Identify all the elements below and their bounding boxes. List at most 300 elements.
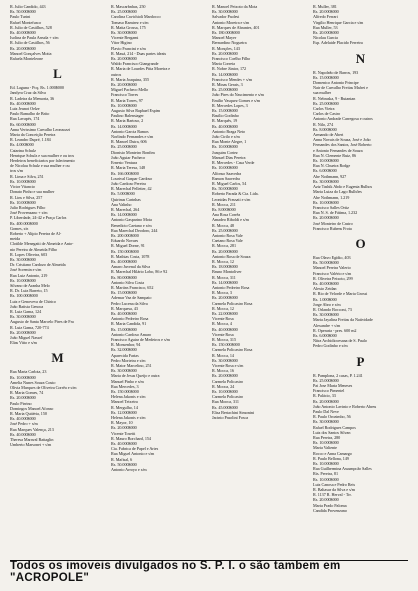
listing-line: Catarina Schulz	[10, 147, 36, 153]
listing-line: Joaquim Cortez	[212, 149, 238, 155]
listing-line: Theresa Maraval Battaglin	[10, 437, 54, 443]
listing-line: Maria Prado Paloma	[313, 502, 347, 508]
listing-line: R. Marechal Hilário Lobo, 86 e 92	[111, 269, 168, 275]
listing-line: João Cirilo e s/m	[212, 134, 240, 140]
listing-line: Caetano Rosa Vale	[212, 238, 243, 244]
listing-line: Rs. 30.000$000	[313, 178, 339, 184]
listing-line: Jorge Abro e s/m	[313, 301, 341, 307]
listing-line: Basilio Godinho	[212, 113, 239, 119]
listing-line: P. Liberdade, 24-42 e Praça Carlos	[10, 215, 67, 221]
listing-line: Augusto Silva Raphael Espim	[111, 108, 161, 114]
listing-line: R. Marques de Abrantes, 401	[212, 24, 260, 30]
listing-line: Rs. 30.000$000	[313, 312, 339, 318]
listing-line: R. Mocca, 211	[212, 201, 236, 207]
listing-line: Aparecida Farias	[111, 352, 139, 358]
listing-line: Emilio Vasquez Gomes e s/m	[212, 97, 260, 103]
listing-line: Silvano de Aranha Melo	[10, 282, 50, 288]
listing-line: Francisco Pimentel	[313, 388, 345, 394]
listing-line: R. Mooca, 24	[212, 383, 235, 389]
listing-line: Rs. 20.000$000	[313, 398, 339, 404]
listing-line: Tomaso Ramirez e s/m	[111, 19, 149, 25]
listing-line: Antonio Silva Costa	[111, 279, 145, 285]
listing-line: sua mulher	[313, 90, 331, 96]
listing-line: Luiz e Genoveva de Chirico	[10, 298, 56, 304]
listing-line: tros s/m	[10, 168, 23, 174]
listing-line: Paulo Dal Neve	[313, 409, 339, 414]
listing-line: Rs. 22.000$000	[212, 310, 238, 316]
listing-line: Antonio Pedreiro Rosa	[212, 284, 250, 290]
listing-line: Ana Rosa Corrêa	[212, 212, 241, 218]
listing-line: R. Maria Torres, 97	[111, 97, 143, 103]
listing-line: outros	[111, 71, 122, 77]
listing-line: Rs. 10.000$000	[10, 374, 36, 380]
listing-line: Rs. 4.000$000	[10, 142, 34, 148]
listing-line: Rs. 80.000$000	[111, 274, 137, 280]
listing-line: Rs. 20.000$000	[313, 497, 339, 503]
listing-line: João Cardozo Pereira	[111, 180, 146, 186]
listing-line: Antonio Moreira e s/m	[212, 19, 250, 25]
listing-line: Abe Nothmann, 1.219	[313, 194, 350, 200]
listing-line: Ed. Laguna - Pcq. Rs. 1.000$000	[10, 85, 64, 91]
listing-line: Ris. Pereira, 81	[313, 471, 339, 477]
listing-line: Manuel Pinho e s/m	[111, 378, 144, 384]
listing-line: Maria de Jesus Queijo e outra	[111, 373, 160, 379]
column-1	[10, 4, 105, 560]
listing-line: R. Mercedes - Casa Verde	[212, 160, 255, 166]
listing-line: Gomes, s/n	[10, 225, 29, 231]
listing-line: R. Martins Francisco, 652	[111, 284, 154, 290]
listing-line: Rua N. Clemente Ruiz, 86	[313, 152, 356, 158]
listing-line: Rafael Montefusco	[10, 19, 42, 25]
listing-line: Antonio Cardoso Amaro	[111, 331, 152, 337]
listing-line: Fernandes dos Santos, José Roberto	[313, 142, 372, 148]
listing-line: Rs. 18.000$000	[212, 264, 238, 270]
listing-line: R. Paulo Bellona, 149	[313, 455, 349, 461]
listing-line: Helena Jakonis e s/m	[111, 415, 146, 421]
listing-line: Rs. 20.000$000	[10, 45, 36, 51]
listing-line: Rs. 10.000$000	[313, 461, 339, 467]
listing-line: R. Oliveira Peixoto, 299	[313, 275, 353, 281]
listing-line: R. Mocca, 315	[212, 337, 237, 342]
listing-line: Norlindo Fernandes e s/m	[111, 134, 154, 140]
listing-line: Rs. 40.000$000	[111, 258, 137, 264]
listing-line: Anna Novais de Souza, José e João	[313, 137, 371, 143]
listing-line: Nair de Carvalho Freitas Mafrei e	[313, 85, 368, 91]
listing-line: R. Mocca, 281	[212, 243, 237, 249]
listing-line: Rs. 10.000$000	[212, 389, 238, 395]
listing-line: Maria Valiente	[313, 445, 337, 451]
listing-line: Pai Jose Maria Meneses	[313, 382, 353, 388]
listing-line: Rafael Rodrigues Campos	[313, 424, 356, 430]
column-3	[212, 4, 307, 560]
listing-line: R. Lins e Silva, 257	[10, 194, 43, 200]
listing-line: Esp. Adelaide Placido Ferreira	[313, 40, 363, 46]
listing-line: Vitor Higino	[111, 40, 132, 46]
listing-line: Rs. 20.000$000	[10, 395, 36, 401]
listing-line: João Antonio Lavinio e Roberto Abreu	[313, 403, 377, 409]
listing-line: Clotilde Menegatti de Almeida e Anto-	[10, 241, 74, 247]
listing-line: Rs. 30.000$000	[212, 357, 238, 363]
listing-line: R. Nilo, 274	[313, 121, 334, 127]
listing-line: Waldo Francisco Giangrande	[111, 61, 159, 67]
listing-line: Anna Verissimo Carvalho Leonzozzi	[10, 126, 71, 132]
listing-line: Rs. 10.000$000	[212, 165, 238, 171]
listing-line: R. Mercedes Lopes, 3	[212, 102, 248, 108]
listing-line: R. Luiz Gama, 124	[10, 308, 42, 314]
listing-line: Rua Maria Carlota, 23	[10, 369, 47, 375]
listing-line: Rs. 30.000$000	[212, 9, 238, 15]
section-letter: N	[355, 50, 366, 66]
listing-line: Salvador Paolesi	[212, 14, 240, 20]
listing-line: R. Leandro Dupré, 1.184	[10, 137, 51, 143]
listing-line: R. Mocca, 4	[212, 321, 232, 327]
listing-line: Amadeo Riboldi e s/m	[212, 217, 249, 223]
listing-line: Domenico Antonio Principe	[313, 80, 359, 86]
listing-line: Aziz Tashik Abdo e Eugenia Bulhos	[313, 184, 373, 190]
listing-line: R. Orlando Bocconi, 73	[313, 306, 352, 312]
listing-line: R. Julio de Castilhos, 56	[10, 40, 50, 46]
listing-line: Roberto + Alípio Pereira de Al-	[10, 230, 62, 236]
listing-line: Rs. 50.000$000	[313, 260, 339, 266]
listing-line: R. Maria Quitéria, 150	[10, 411, 47, 417]
listing-line: Alexio Zeidan	[313, 286, 337, 292]
listing-line: R. Maria Joaquina, 355	[111, 76, 150, 82]
listing-line: R. Mocca, 12	[212, 258, 234, 264]
listing-line: R. Marquês, 19	[212, 118, 238, 124]
listing-line: Rua Lavapés, 174	[10, 116, 40, 122]
listing-line: Candida Provenzano	[313, 507, 347, 513]
listing-line: Rs. 40.000$000	[10, 100, 36, 106]
listing-line: Donato Pinho e sua mulher	[10, 189, 55, 195]
listing-line: Maria Correia	[212, 61, 235, 67]
section-letter: L	[53, 66, 62, 82]
listing-line: Manoel Teixeira	[111, 399, 138, 405]
listing-line: R. Operaria - pres. 600 m2	[313, 327, 357, 333]
section-letter: O	[355, 235, 366, 251]
listing-line: Rs. 20.000$000	[212, 295, 238, 301]
listing-line: Rs. 166.000$000	[111, 170, 139, 176]
listing-line: Abe Nothmann, 927	[313, 173, 347, 179]
listing-line: Rs. 30.000$000	[111, 30, 137, 36]
listing-line: Rs. 6.000$000	[313, 332, 337, 338]
listing-line: Rs. 32.000$000	[111, 347, 137, 353]
listing-line: Rs. 20.000$000	[313, 30, 339, 36]
listing-line: Rs. 15.000$000	[313, 74, 339, 80]
listing-line: Francisco Aguiar de Medeiros e s/m	[111, 337, 170, 342]
listing-line: R. Muller, 381	[313, 4, 337, 9]
listing-line: Rs. 14.000$000	[111, 123, 137, 129]
listing-line: Elias Vitto e s/m	[10, 340, 37, 346]
listing-line: Maria da Conceição Pereira	[10, 132, 56, 138]
listing-line: Francisco Torres	[111, 92, 139, 98]
listing-line: Rs. 20.000$000	[111, 82, 137, 88]
listing-line: Ademar Vaz de Sampaio	[111, 295, 152, 301]
listing-line: R. Dr. Luiz Barreto, 15	[10, 288, 48, 294]
listing-line: Rs. 14.000$000	[212, 71, 238, 77]
listing-line: Francisco Salles Ortiz	[313, 204, 349, 210]
listing-line: Carlos Vieira	[313, 106, 335, 112]
listing-line: Rs. 25.000$000	[111, 9, 137, 15]
listing-line: Jandyra Cruz da Silva	[10, 90, 46, 96]
listing-line: Rafaela Monteleone	[10, 56, 43, 62]
listing-line: Francisco Valério e s/m	[313, 270, 352, 276]
listing-line: R. Manoel Dutra, 606	[111, 139, 147, 145]
listing-line: Victor Vitancio	[10, 184, 35, 190]
listing-line: Rs. 20.000$000	[10, 329, 36, 335]
listing-line: R. Miguel Dorne, 91	[111, 243, 145, 249]
listing-line: R. Pamplona, 2 casas, P. 1.241	[313, 372, 363, 378]
listing-line: Elisa Bertachini Simonini	[212, 409, 255, 415]
listing-line: Rua Luiz Antonio, 219	[10, 272, 48, 278]
listing-line: Rs. 40.000$000	[212, 326, 238, 332]
listing-line: R. Mauá, 214 - Duas partes ideais	[111, 50, 167, 56]
listing-line: de Nicolau Schulz e sua mulher e ou	[10, 163, 70, 169]
listing-line: Rs. 5.000$000	[111, 191, 135, 197]
listing-line: Vicente Rosa e s/m	[212, 363, 244, 369]
listing-line: Rs. 200.000$000	[111, 232, 139, 238]
listing-line: Nicolau Garcia	[313, 35, 338, 41]
listing-line: Vicente Rosa	[212, 331, 234, 337]
listing-line: Rs. 60.000$000	[10, 121, 36, 127]
listing-line: R. 1137 R. Herval - Trr.	[313, 492, 352, 498]
listing-line: Dionisio Monteiro Bonfim	[111, 149, 155, 155]
listing-line: João Batista Genoca	[10, 303, 44, 309]
listing-line: Rs. 12.000$000	[111, 409, 137, 415]
listing-line: Rs. 15.000$000	[111, 326, 137, 332]
listing-line: R. Rio de Velorde e Maria Grossi	[313, 291, 368, 297]
listing-line: Umberto Marsonet + s/m	[10, 442, 52, 448]
listing-line: Rs. 100.000$000	[10, 293, 38, 299]
listing-line: Luiz Jeunot Oelze	[10, 106, 40, 112]
listing-line: Paulino Balensiager	[111, 113, 144, 119]
listing-line: Rs. 150.000$000	[111, 389, 139, 395]
listing-line: R. Maria Teresa, 148	[111, 165, 146, 171]
listing-line: Rs. 6.000$000	[313, 168, 337, 174]
listing-line: Rua Monte Alegre, 1	[212, 139, 247, 145]
listing-line: Pedro Lucena da Silva	[111, 300, 148, 306]
listing-line: R. Mascarbnhas, 250	[111, 4, 146, 9]
listing-line: João Miguel Nassef	[10, 334, 43, 340]
listing-line: Helena Jakonis e s/m	[111, 394, 146, 400]
listing-line: Paulo Turini	[10, 14, 31, 20]
listing-line: R. Maria Candida, 91	[111, 321, 147, 327]
listing-line: R. Julio Candido, 443	[10, 4, 46, 9]
listing-line: Francisco Mendes + s/m	[212, 76, 252, 82]
listing-line: Rs. 50.000$000	[111, 461, 137, 467]
listing-line: Rs. 10.000$000	[212, 144, 238, 150]
listing-line: Antonio Braga Neto	[212, 128, 246, 134]
listing-line: R. Mocca, 48	[212, 222, 234, 228]
listing-line: Rua Marques Valença, 213	[10, 426, 54, 432]
listing-line: Antonio Garcia Ramos	[111, 128, 149, 134]
column-2	[111, 4, 206, 560]
listing-line: R. Napoleão de Barros, 193	[313, 69, 359, 75]
listing-line: R. Mocca, 3	[212, 290, 232, 296]
listing-line: Rs. 30.000$000	[313, 419, 339, 425]
listing-line: Rs. 20.000$000	[212, 50, 238, 56]
listing-line: Alfonso Saavedra	[212, 170, 242, 176]
listing-line: Cia. Fabrica de Papel e Artes	[111, 446, 159, 452]
listing-line: R. Lima e Silva, 251	[10, 173, 44, 179]
listing-line: Antonio Rosa de Souza	[212, 253, 251, 259]
listing-line: Antonio Rosa Vale	[212, 232, 243, 238]
listing-line: Quirinus Carinhas	[111, 196, 141, 202]
listing-line: R. Matta Grossa, 175	[111, 24, 146, 30]
listing-line: Rua Marechal Deodoro, 244	[111, 227, 158, 233]
listing-line: Rs. 25.000$000	[313, 377, 339, 383]
section-letter: M	[51, 350, 64, 366]
listing-line: Alexandre + s/m	[313, 322, 341, 328]
listing-line: Luiz dos Santos Silvan	[313, 429, 351, 435]
listing-line: Carolina Cavichioli Mardocco	[111, 14, 161, 20]
listing-line: Rs. 40.000$000	[111, 441, 137, 447]
listing-line: Amaro Juvenal da Silva	[111, 264, 151, 270]
listing-line: Rs. 20.000$000	[111, 56, 137, 62]
listing-line: R. Mocca, 311	[212, 274, 236, 280]
listing-line: Flavio Francini e s/m	[111, 45, 146, 51]
listing-line: Rua Olavo Egídio, 403	[313, 254, 351, 260]
listing-line: José Pedro + s/m	[10, 421, 38, 427]
listing-line: Amelia Nunes Souza Couto	[10, 379, 56, 385]
listing-line: R. Miguel Carlos, 54	[212, 180, 247, 186]
listing-line: Rs. 20.000$000	[212, 373, 238, 379]
listing-line: Carmela Policastro Rosa	[212, 347, 253, 353]
listing-line: Julio Rodrigues Filho	[10, 204, 46, 210]
listing-line: R. Luiz Gama, 720-774	[10, 324, 49, 330]
listing-line: Rua N. Chueira Rodge	[313, 163, 351, 169]
listing-line: R. Julio de Castilhos, 528	[10, 24, 52, 30]
listing-line: Bernardino Nogueira	[212, 40, 247, 46]
listing-line: Rs. 40.000$000	[10, 30, 36, 36]
listing-line: Rua Miguel Antonio e s/m	[111, 451, 155, 457]
listing-line: R. Nobre Júnior, 172	[212, 66, 247, 72]
listing-line: Armando de Aberi	[313, 132, 344, 138]
listing-line: Rs. 40.000$000	[212, 123, 238, 129]
listing-line: Domingos Manoel Afonso	[10, 405, 54, 411]
listing-line: R. Palácio, 33	[313, 393, 336, 399]
listing-line: Rs. 10.000$000	[10, 277, 36, 283]
listing-line: Manoel Pereira Valerio	[313, 265, 351, 271]
listing-line: José Monteiro de Castro	[313, 220, 353, 226]
listing-line: R. Monções, 143	[212, 45, 240, 51]
listing-line: Antonio Arroyo e s/m	[111, 467, 147, 473]
columns	[10, 4, 408, 560]
listing-line: Rs. 20.000$000	[313, 9, 339, 15]
listing-line: Manoel Mayer	[212, 35, 237, 41]
listing-line: Vicente Rosa	[212, 316, 234, 322]
listing-line: Rua Pereira, 280	[313, 435, 341, 441]
listing-line: R. Mergulho, 14	[111, 404, 138, 410]
listing-line: Olivia Marques de Oliveira Corrêa e s/m	[10, 385, 77, 390]
listing-line: João Pires do Nascimento e s/m	[212, 92, 264, 98]
listing-line: R. Nebraska, 9 - Butantan	[313, 95, 356, 101]
listing-line: R. Maria Gomes, 74	[10, 390, 44, 396]
listing-line: Leonidas Frassati e s/m	[212, 196, 251, 202]
listing-line: nio Pereira de Almeida Filho	[10, 246, 57, 252]
listing-line: Henrique Schulz e sua mulher e ou tros	[10, 152, 75, 158]
listing-line: Rs. 150.000$000	[212, 342, 240, 348]
listing-line: meida	[10, 236, 20, 242]
listing-line: R. Marechal, 264	[111, 206, 140, 212]
listing-line: Carmela Policastro Rosa	[212, 300, 253, 306]
listing-line: R. Minas Gerais, 3	[212, 82, 243, 88]
listing-line: José Provenzano + s/m	[10, 210, 48, 216]
listing-line: Rs. 400.000$000	[10, 220, 38, 226]
listing-line: R. Maior Marcelino, 251	[111, 363, 152, 369]
listing-line: Rs. 40.000$000	[313, 280, 339, 286]
listing-line: Rua Muller, 53	[313, 24, 338, 30]
listing-line: Paulo Ramalho de Brito	[10, 111, 50, 117]
listing-line: R. Paulo Orozimbo, 56	[313, 414, 351, 420]
listing-line: Rs. 15.000$000	[111, 290, 137, 296]
listing-line: Rs. 150.000$000	[111, 248, 139, 254]
listing-line: Manuel Dias Pereira	[212, 154, 246, 160]
listing-line: Francisco Coelho Filho	[212, 56, 251, 62]
listing-line: Rs. 40.000$000	[10, 431, 36, 437]
listing-line: Herdeiros beneficiarios por falecimento	[10, 158, 75, 164]
listing-line: Ana Valinho	[111, 201, 132, 207]
listing-line: Lourival Gaspar Cardoso	[111, 175, 153, 181]
listing-line: R. Mayor, 10	[111, 420, 133, 426]
listing-line: Rs. 8.000$000	[313, 126, 337, 132]
listing-line: Manoel Gonçalves Motta	[10, 50, 52, 56]
listing-line: R. Lopes Oliveira, 603	[10, 251, 48, 257]
column-4	[313, 4, 408, 560]
listing-line: R. Baltasar da Silva e s/m	[313, 487, 355, 493]
listing-line: Eduardo Novaes	[111, 238, 139, 244]
listing-line: R. Ladeira da Memoria, 36	[10, 95, 55, 101]
listing-line: R. Maria de Lourdes Pitta Moreira e	[111, 66, 171, 72]
listing-line: Rs. 14.000$000	[212, 279, 238, 285]
listing-line: Rua Mooca, 311	[212, 399, 239, 405]
listing-line: Rs. 50.000$000	[212, 186, 238, 192]
listing-line: R. Manoel Peixoto da Mota	[212, 4, 258, 9]
listing-line: Carmela Policastro	[212, 394, 244, 400]
listing-line: Pedro Godinho e s/m	[313, 343, 348, 349]
listing-line: Benedicto Caetano e s/m	[111, 222, 152, 228]
listing-line: Carmela Policastro	[212, 378, 244, 384]
listing-line: Rs. 25.000$000	[111, 144, 137, 150]
listing-line: Luiz Canosa e Pedro Reis	[313, 481, 356, 487]
listing-line: Carlos de Castro	[313, 111, 341, 117]
footer-banner: Todos os imoveis divulgados no S. P. I. o são tambem em "ACROPOLE"	[10, 560, 408, 583]
listing-line: Rs. 20.000$000	[111, 425, 137, 431]
listing-line: Rs. 25.000$000	[313, 100, 339, 106]
listing-line: R. Marechal Pelletier, 42	[111, 186, 152, 192]
listing-line: R. Mathias Costa, 1078	[111, 253, 150, 259]
listing-line: Ramon Saavedra	[212, 175, 240, 181]
listing-line: Rs. 10.000$000	[313, 158, 339, 164]
listing-line: Antonio Andrade Carregosa e outros	[313, 116, 373, 122]
listing-line: Rs. 30.000$000	[10, 256, 36, 262]
listing-line: Vicente Tosetti	[111, 430, 136, 436]
listing-line: R. Mocca, 16	[212, 368, 234, 374]
listing-line: Rs. 30.000$000	[10, 314, 36, 320]
listing-line: Antonio Pedreiro Rosa	[111, 316, 149, 322]
listing-line: Rs. 1.000$000	[313, 296, 337, 302]
listing-line: Virgilio Henrique Garcia e s/m	[313, 19, 364, 25]
listing-line: Rs. 180.000$000	[212, 30, 240, 36]
listing-line: Jacinto Pasolini Fosca	[212, 415, 249, 421]
listing-line: Rs. 45.000$000	[212, 404, 238, 410]
listing-line: R. Mocca, 12	[212, 305, 234, 311]
section-letter: P	[356, 353, 365, 369]
listing-line: Francisco Rubens Frota	[313, 225, 352, 231]
listing-line: Rs. 10.000$000	[111, 102, 137, 108]
listing-line: Alfredo Ferrari	[313, 14, 338, 20]
listing-line: Rua Guilhermina Assumpcão Salles	[313, 466, 372, 472]
listing-line: Maria Luiza do Lago Bulhões	[313, 189, 362, 195]
